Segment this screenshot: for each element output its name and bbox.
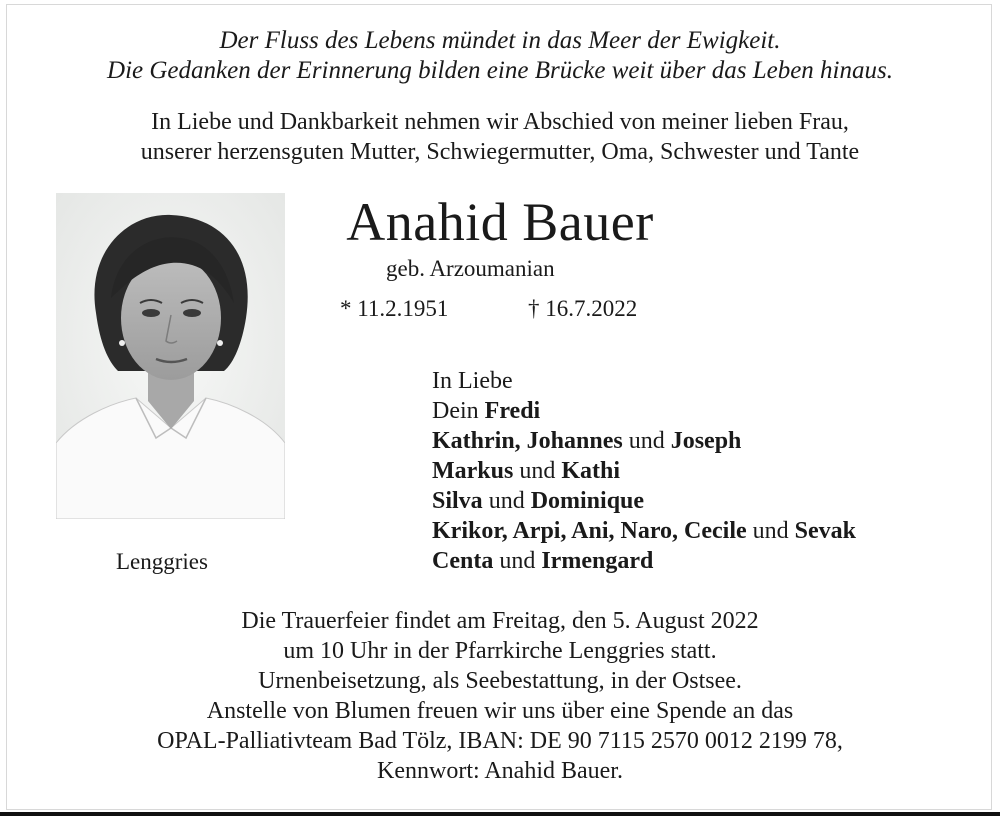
family-member-name: Kathi (561, 458, 621, 484)
family-line (432, 456, 856, 486)
notice-line: OPAL-Palliativteam Bad Tölz, IBAN: DE 90 7115 2570 0012 2199 78, (157, 728, 843, 754)
connector-text: und (482, 488, 531, 514)
family-member-name: Dominique (530, 488, 645, 514)
motto-line: Der Fluss des Lebens mündet in das Meer der Ewigkeit. (219, 27, 781, 54)
family-member-name: Centa (432, 548, 494, 574)
family-line (432, 516, 856, 546)
connector-text: Dein (432, 398, 485, 424)
family-member-name: Irmengard (541, 548, 654, 574)
family-member-name: Markus (432, 458, 514, 484)
family-member-name: Sevak (794, 518, 857, 544)
portrait-photo (56, 193, 285, 519)
connector-text: und (746, 518, 795, 544)
notice-line: Kennwort: Anahid Bauer. (377, 758, 623, 784)
place-name: Lenggries (116, 549, 208, 574)
connector-text: und (513, 458, 562, 484)
intro-line: unserer herzensguten Mutter, Schwiegermutter, Oma, Schwester und Tante (140, 139, 860, 165)
connector-text: und (493, 548, 542, 574)
family-line (432, 396, 856, 426)
family-member-name: Silva (432, 488, 483, 514)
maiden-name: geb. Arzoumanian (386, 256, 555, 281)
funeral-notice (0, 606, 1000, 786)
death-date: † 16.7.2022 (528, 296, 638, 321)
notice-line: Anstelle von Blumen freuen wir uns über eine Spende an das (206, 698, 794, 724)
family-line (432, 546, 856, 576)
deceased-name: Anahid Bauer (346, 192, 654, 252)
family-member-name: Fredi (484, 398, 541, 424)
notice-line: Die Trauerfeier findet am Freitag, den 5. August 2022 (241, 608, 759, 634)
motto-line: Die Gedanken der Erinnerung bilden eine Brücke weit über das Leben hinaus. (107, 57, 893, 84)
family-line (432, 486, 856, 516)
family-member-name: Krikor, Arpi, Ani, Naro, Cecile (432, 518, 747, 544)
intro-line: In Liebe und Dankbarkeit nehmen wir Abschied von meiner lieben Frau, (151, 109, 849, 135)
family-member-name: Kathrin, Johannes (432, 428, 623, 454)
family-line (432, 426, 856, 456)
family-signatures (432, 366, 856, 576)
notice-line: Urnenbeisetzung, als Seebestattung, in der Ostsee. (258, 668, 742, 694)
connector-text: und (622, 428, 671, 454)
birth-date: * 11.2.1951 (340, 296, 449, 321)
family-member-name: Joseph (670, 428, 742, 454)
bottom-rule (0, 812, 1000, 816)
family-opening: In Liebe (432, 368, 513, 394)
notice-line: um 10 Uhr in der Pfarrkirche Lenggries statt. (283, 638, 717, 664)
